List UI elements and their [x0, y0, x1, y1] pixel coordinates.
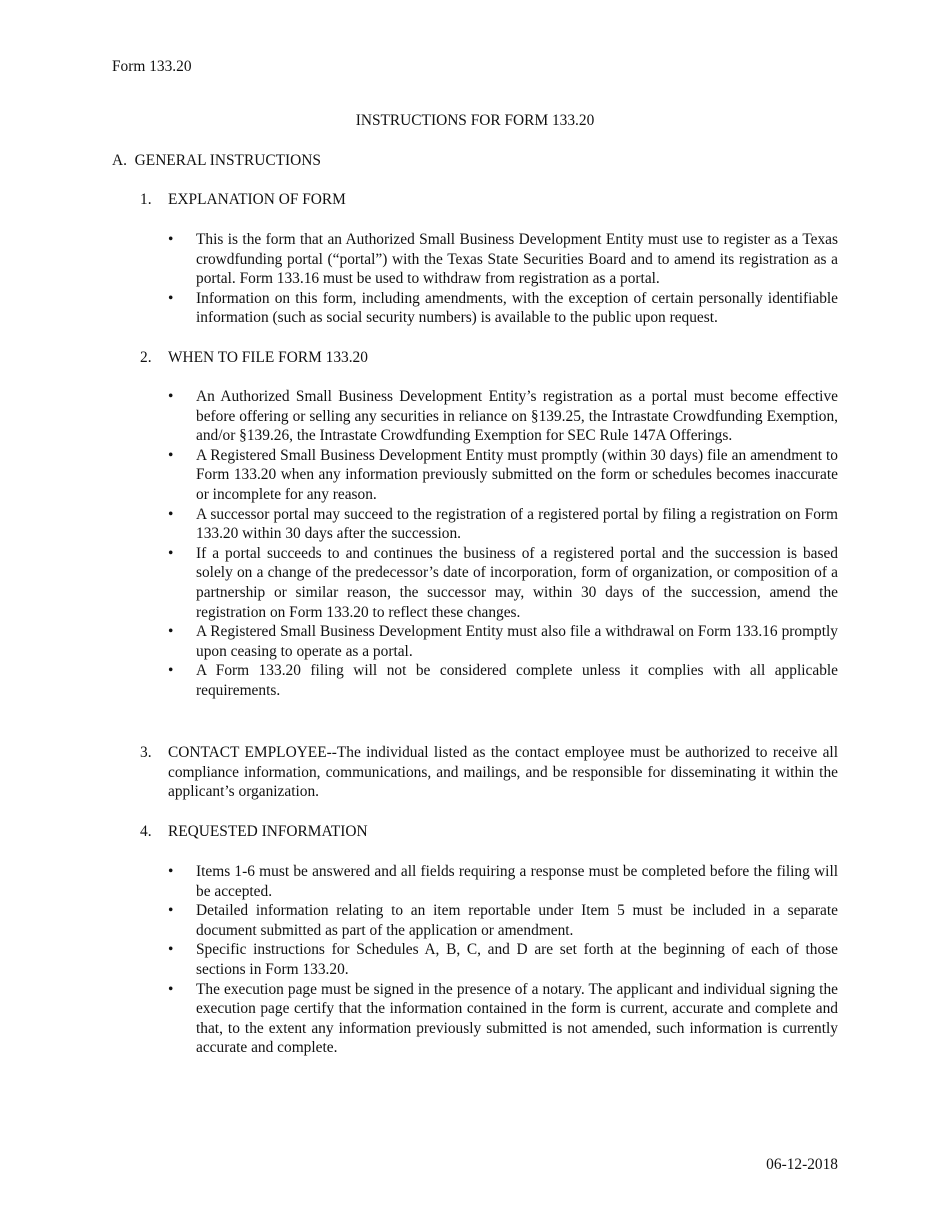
list-item — [168, 544, 838, 622]
section-a-title: GENERAL INSTRUCTIONS — [134, 152, 321, 169]
item-1-number: 1. — [140, 191, 152, 208]
item-4-bullet-list — [168, 862, 838, 1058]
bullet-text: A successor portal may succeed to the registration of a registered portal by filing a registration on Form 133.20 within 30 days after the succession. — [196, 505, 838, 543]
list-item — [168, 387, 838, 446]
list-item — [168, 622, 838, 661]
bullet-text: The execution page must be signed in the presence of a notary. The applicant and individual signing the execution page certify that the information contained in the form is current, accurate and complete and that, to the extent any information previously submitted is not amended, such information is currently accurate and complete. — [196, 980, 838, 1057]
list-item — [168, 901, 838, 940]
bullet-icon: • — [168, 388, 174, 405]
bullet-text: An Authorized Small Business Development Entity’s registration as a portal must become effective before offering or selling any securities in reliance on §139.25, the Intrastate Crowdfunding Exemption, and/or §139.26, the Intrastate Crowdfunding Exemption for SEC Rule 147A Offerings. — [196, 388, 838, 445]
bullet-icon: • — [168, 902, 174, 920]
list-item — [168, 862, 838, 901]
list-item — [168, 230, 838, 289]
list-item — [168, 980, 838, 1058]
item-1-bullet-list — [168, 230, 838, 328]
item-3-number: 3. — [140, 744, 152, 761]
list-item — [168, 940, 838, 979]
bullet-text: Detailed information relating to an item reportable under Item 5 must be included in a separate document submitted as part of the application or amendment. — [196, 902, 838, 939]
bullet-icon: • — [168, 662, 174, 680]
bullet-icon: • — [168, 941, 174, 959]
item-4-title: REQUESTED INFORMATION — [168, 823, 368, 840]
list-item — [168, 661, 838, 700]
item-2-title: WHEN TO FILE FORM 133.20 — [168, 349, 368, 366]
form-number-label: Form 133.20 — [112, 58, 192, 75]
page-title: INSTRUCTIONS FOR FORM 133.20 — [355, 112, 595, 129]
bullet-text: A Form 133.20 filing will not be considered complete unless it complies with all applicable requirements. — [196, 662, 838, 699]
bullet-text: A Registered Small Business Development Entity must also file a withdrawal on Form 133.16 promptly upon ceasing to operate as a portal. — [196, 623, 838, 660]
bullet-icon: • — [168, 289, 174, 307]
bullet-icon: • — [168, 231, 174, 248]
bullet-icon: • — [168, 505, 174, 523]
item-1-heading — [140, 190, 838, 210]
item-2-number: 2. — [140, 349, 152, 366]
item-4-number: 4. — [140, 823, 152, 840]
list-item — [168, 289, 838, 328]
list-item — [168, 505, 838, 544]
bullet-icon: • — [168, 863, 174, 880]
item-4-heading — [140, 822, 838, 842]
bullet-icon: • — [168, 544, 174, 562]
item-2-bullet-list — [168, 387, 838, 701]
item-3-paragraph — [140, 743, 838, 802]
item-1-title: EXPLANATION OF FORM — [168, 191, 346, 208]
bullet-text: If a portal succeeds to and continues the business of a registered portal and the succession is based solely on a change of the predecessor’s date of incorporation, form of organization, or composition of a partnership or similar reason, the successor may, within 30 days of the succession, amend the registration on Form 133.20 to reflect these changes. — [196, 544, 838, 621]
bullet-text: A Registered Small Business Development Entity must promptly (within 30 days) file an amendment to Form 133.20 when any information previously submitted on the form or schedules becomes inaccurate or incomplete for any reason. — [196, 446, 838, 503]
section-a-label: A. — [112, 152, 127, 169]
bullet-icon: • — [168, 446, 174, 464]
item-2-heading — [140, 348, 838, 368]
bullet-icon: • — [168, 623, 174, 641]
bullet-text: Items 1-6 must be answered and all fields requiring a response must be completed before the filing will be accepted. — [196, 863, 838, 900]
revision-date: 06-12-2018 — [766, 1156, 838, 1173]
bullet-text: Specific instructions for Schedules A, B, C, and D are set forth at the beginning of each of those sections in Form 133.20. — [196, 941, 838, 978]
item-3-text: CONTACT EMPLOYEE--The individual listed as the contact employee must be authorized to receive all compliance information, communications, and mailings, and be responsible for disseminating it within the applicant’s organization. — [168, 744, 838, 801]
bullet-text: Information on this form, including amendments, with the exception of certain personally identifiable information (such as social security numbers) is available to the public upon request. — [196, 289, 838, 327]
bullet-icon: • — [168, 980, 174, 998]
section-a-heading — [112, 151, 321, 171]
bullet-text: This is the form that an Authorized Small Business Development Entity must use to register as a Texas crowdfunding portal (“portal”) with the Texas State Securities Board and to amend its registration as a portal. Form 133.16 must be used to withdraw from registration as a portal. — [196, 231, 838, 288]
list-item — [168, 446, 838, 505]
